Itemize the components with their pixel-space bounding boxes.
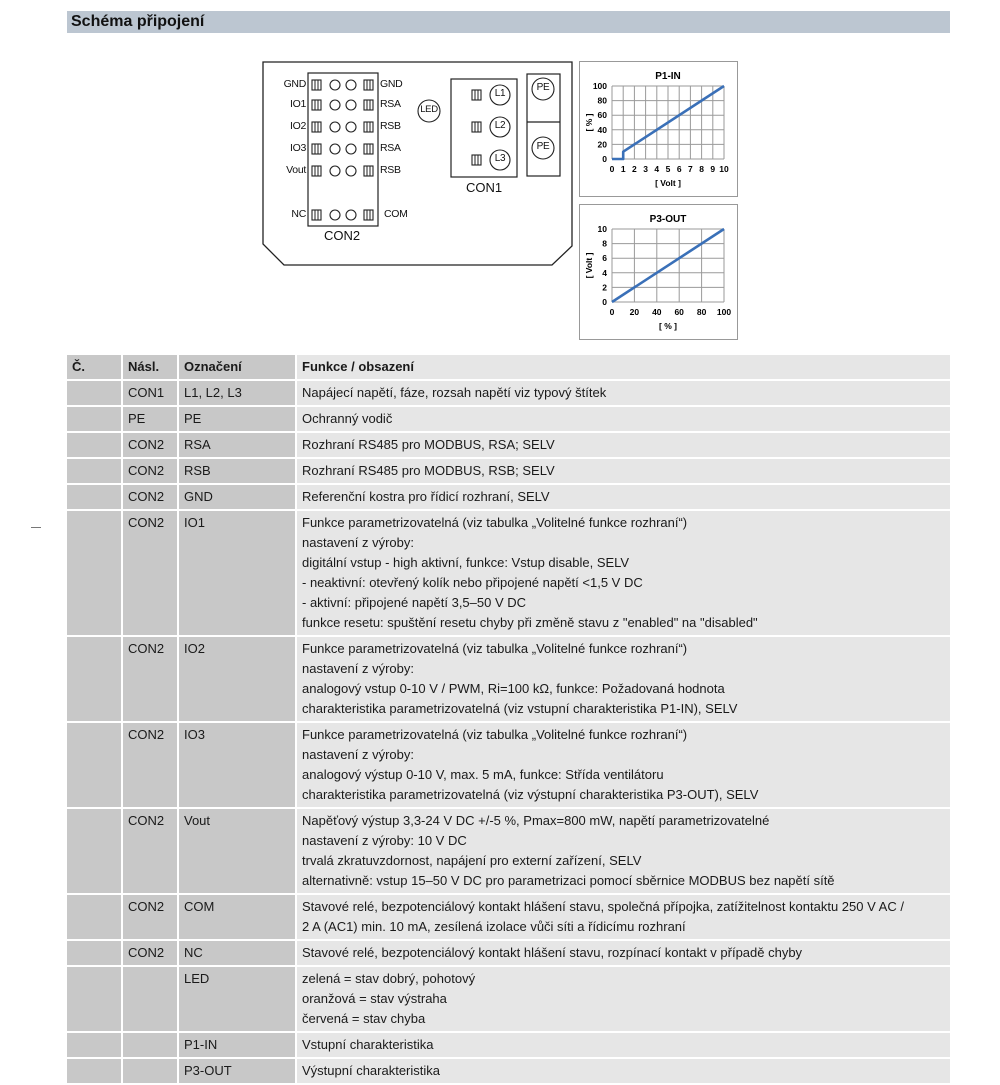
cell-function (297, 433, 950, 457)
con2-left-label: NC (291, 208, 306, 220)
cell-no (67, 1059, 121, 1083)
con2-screw-left (312, 100, 321, 110)
function-line: Referenční kostra pro řídicí rozhraní, SELV (302, 489, 550, 504)
header-connector: Násl. (123, 355, 177, 379)
function-line: Stavové relé, bezpotenciálový kontakt hlášení stavu, rozpínací kontakt v případě chyby (302, 945, 803, 960)
p1-in-xtick-label: 3 (643, 164, 648, 174)
table-row (67, 433, 950, 457)
p3-out-ytick-label: 8 (602, 238, 607, 249)
con2-pin (330, 80, 340, 90)
cell-designation: IO2 (179, 637, 295, 721)
con2-screw-right (364, 100, 373, 110)
cell-designation: RSA (179, 433, 295, 457)
cell-no (67, 895, 121, 939)
function-line: Ochranný vodič (302, 411, 393, 426)
cell-no (67, 485, 121, 509)
cell-connector (123, 1033, 177, 1057)
p3-out-ytick-label: 0 (602, 297, 607, 307)
table-row (67, 967, 950, 1031)
con2-pin (346, 166, 356, 176)
board-outline (262, 61, 573, 267)
function-line: nastavení z výroby: (302, 535, 414, 550)
con2-pin (330, 166, 340, 176)
con2-left-label: Vout (286, 164, 306, 176)
p3-out-xtick-label: 0 (609, 307, 615, 317)
con2-left-label: IO1 (289, 98, 306, 110)
chart-p3-out (579, 204, 738, 340)
cell-designation: RSB (179, 459, 295, 483)
con2-screw-left (312, 122, 321, 132)
p1-in-xtick-label: 4 (654, 164, 660, 174)
con2-right-label: RSA (380, 98, 401, 110)
p1-in-ytick-label: 0 (602, 154, 607, 164)
connection-diagram (262, 61, 573, 267)
con2-pin (330, 122, 340, 132)
p1-in-xtick-label: 8 (699, 164, 704, 174)
p3-out-series-line (612, 229, 724, 302)
p3-out-xtick-label: 40 (652, 307, 662, 317)
pe-terminal-label: PE (536, 141, 550, 152)
cell-function (297, 511, 950, 635)
p3-out-xtick-label: 60 (674, 307, 684, 317)
function-line: Napěťový výstup 3,3-24 V DC +/-5 %, Pmax=800 mW, napětí parametrizovatelné (302, 813, 770, 828)
cell-designation: PE (179, 407, 295, 431)
cell-function (297, 809, 950, 893)
function-line: zelená = stav dobrý, pohotový (302, 971, 476, 986)
table-row (67, 407, 950, 431)
con2-pin (346, 80, 356, 90)
cell-connector: CON1 (123, 381, 177, 405)
con2-screw-right (364, 210, 373, 220)
margin-mark (31, 527, 41, 528)
con2-name: CON2 (324, 228, 361, 243)
con2-screw-left (312, 166, 321, 176)
con2-screw-left (312, 210, 321, 220)
cell-no (67, 723, 121, 807)
function-line: - neaktivní: otevřený kolík nebo připojené napětí <1,5 V DC (302, 575, 643, 590)
p3-out-title: P3-OUT (649, 214, 687, 225)
con2-left-label: IO2 (289, 120, 306, 132)
p3-out-ytick-label: 2 (602, 282, 607, 293)
p1-in-ytick-label: 60 (597, 110, 607, 121)
con1-screw (472, 90, 481, 100)
p1-in-xlabel: [ Volt ] (655, 178, 681, 188)
con2-screw-right (364, 144, 373, 154)
function-line: nastavení z výroby: 10 V DC (302, 833, 467, 848)
p3-out-xlabel: [ % ] (659, 321, 677, 331)
p1-in-xtick-label: 1 (620, 164, 626, 174)
function-line: Rozhraní RS485 pro MODBUS, RSB; SELV (302, 463, 555, 478)
table-row (67, 459, 950, 483)
cell-designation: GND (179, 485, 295, 509)
cell-no (67, 381, 121, 405)
con1-screw (472, 122, 481, 132)
section-header (67, 11, 950, 33)
function-line: nastavení z výroby: (302, 661, 414, 676)
function-line: Napájecí napětí, fáze, rozsah napětí viz typový štítek (302, 385, 607, 400)
cell-function (297, 895, 950, 939)
cell-function (297, 941, 950, 965)
cell-connector: CON2 (123, 895, 177, 939)
cell-no (67, 433, 121, 457)
p3-out-xtick-label: 80 (696, 307, 707, 317)
function-line: Funkce parametrizovatelná (viz tabulka „Volitelné funkce rozhraní“) (302, 727, 688, 742)
cell-function (297, 1033, 950, 1057)
cell-function (297, 723, 950, 807)
cell-connector: CON2 (123, 637, 177, 721)
header-no: Č. (67, 355, 121, 379)
cell-no (67, 1033, 121, 1057)
cell-function (297, 407, 950, 431)
table-row (67, 1033, 950, 1057)
cell-connector: CON2 (123, 941, 177, 965)
function-line: Funkce parametrizovatelná (viz tabulka „Volitelné funkce rozhraní“) (302, 515, 688, 530)
p1-in-xtick-label: 6 (676, 164, 682, 174)
con1-screw (472, 155, 481, 165)
cell-connector: CON2 (123, 809, 177, 893)
cell-connector (123, 1059, 177, 1083)
function-line: digitální vstup - high aktivní, funkce: Vstup disable, SELV (302, 555, 630, 570)
function-line: Funkce parametrizovatelná (viz tabulka „Volitelné funkce rozhraní“) (302, 641, 688, 656)
function-line: - aktivní: připojené napětí 3,5–50 V DC (302, 595, 527, 610)
p1-in-ytick-label: 80 (597, 95, 607, 106)
cell-connector: PE (123, 407, 177, 431)
chart-p3-out-svg (580, 205, 737, 339)
cell-function (297, 485, 950, 509)
cell-designation: IO1 (179, 511, 295, 635)
con2-pin (346, 144, 356, 154)
chart-p1-in (579, 61, 738, 197)
function-line: Rozhraní RS485 pro MODBUS, RSA; SELV (302, 437, 555, 452)
cell-function (297, 967, 950, 1031)
cell-connector (123, 967, 177, 1031)
cell-designation: IO3 (179, 723, 295, 807)
function-line: červená = stav chyba (302, 1011, 426, 1026)
cell-connector: CON2 (123, 511, 177, 635)
con2-pin (330, 144, 340, 154)
p3-out-ytick-label: 10 (597, 224, 607, 234)
con2-pin (330, 100, 340, 110)
cell-function (297, 637, 950, 721)
con1-terminal-label: L1 (494, 88, 506, 99)
cell-designation: P1-IN (179, 1033, 295, 1057)
con2-screw-right (364, 122, 373, 132)
chart-p1-in-svg (580, 62, 737, 196)
con2-screw-left (312, 80, 321, 90)
function-line: trvalá zkratuvzdornost, napájení pro externí zařízení, SELV (302, 853, 642, 868)
p3-out-xtick-label: 20 (629, 307, 640, 317)
table-row (67, 723, 950, 807)
cell-designation: Vout (179, 809, 295, 893)
table-row (67, 485, 950, 509)
function-line: oranžová = stav výstraha (302, 991, 447, 1006)
header-function: Funkce / obsazení (297, 355, 950, 379)
cell-no (67, 459, 121, 483)
cell-no (67, 637, 121, 721)
function-line: charakteristika parametrizovatelná (viz vstupní charakteristika P1-IN), SELV (302, 701, 738, 716)
table-row (67, 1059, 950, 1083)
cell-connector: CON2 (123, 723, 177, 807)
cell-no (67, 967, 121, 1031)
p1-in-ytick-label: 40 (597, 124, 607, 135)
con1-terminal-label: L2 (494, 120, 506, 131)
con2-left-label: IO3 (289, 142, 306, 154)
p3-out-ytick-label: 6 (602, 253, 607, 264)
con2-pin (346, 210, 356, 220)
p1-in-xtick-label: 10 (719, 164, 729, 174)
cell-function (297, 1059, 950, 1083)
cell-designation: L1, L2, L3 (179, 381, 295, 405)
cell-designation: LED (179, 967, 295, 1031)
con2-pin (346, 122, 356, 132)
function-line: Výstupní charakteristika (302, 1063, 441, 1078)
function-line: 2 A (AC1) min. 10 mA, zesílená izolace vůči síti a řídicímu rozhraní (302, 919, 686, 934)
function-line: analogový výstup 0-10 V, max. 5 mA, funkce: Střída ventilátoru (302, 767, 664, 782)
p1-in-ylabel: [ % ] (584, 113, 594, 132)
p3-out-ylabel: [ Volt ] (584, 252, 594, 279)
con2-right-label: RSA (380, 142, 401, 154)
con2-pin (346, 100, 356, 110)
pe-terminal-label: PE (536, 82, 550, 93)
cell-connector: CON2 (123, 433, 177, 457)
p1-in-xtick-label: 5 (665, 164, 671, 174)
cell-no (67, 809, 121, 893)
function-line: nastavení z výroby: (302, 747, 414, 762)
cell-no (67, 941, 121, 965)
p1-in-xtick-label: 2 (632, 164, 637, 174)
con2-screw-left (312, 144, 321, 154)
con2-right-label: COM (384, 208, 408, 220)
p1-in-xtick-label: 9 (710, 164, 716, 174)
p1-in-ytick-label: 100 (592, 81, 607, 91)
con1-name: CON1 (466, 180, 503, 195)
p1-in-xtick-label: 0 (609, 164, 615, 174)
con1-terminal-label: L3 (494, 153, 506, 164)
p1-in-title: P1-IN (655, 71, 681, 82)
table-row (67, 895, 950, 939)
function-line: charakteristika parametrizovatelná (viz výstupní charakteristika P3-OUT), SELV (302, 787, 759, 802)
pin-assignment-table (67, 355, 950, 1085)
cell-no (67, 407, 121, 431)
cell-designation: NC (179, 941, 295, 965)
section-title: Schéma připojení (71, 13, 205, 30)
p1-in-ytick-label: 20 (597, 139, 607, 150)
table-row (67, 511, 950, 635)
table-row (67, 637, 950, 721)
cell-no (67, 511, 121, 635)
table-row (67, 381, 950, 405)
con2-left-label: GND (283, 78, 306, 90)
con2-right-label: RSB (380, 120, 401, 132)
table-header-row (67, 355, 950, 379)
con2-pin (330, 210, 340, 220)
table-row (67, 809, 950, 893)
con2-right-label: RSB (380, 164, 401, 176)
cell-designation: COM (179, 895, 295, 939)
table-row (67, 941, 950, 965)
cell-connector: CON2 (123, 459, 177, 483)
function-line: alternativně: vstup 15–50 V DC pro parametrizaci pomocí sběrnice MODBUS bez napětí sítě (302, 873, 835, 888)
function-line: Vstupní charakteristika (302, 1037, 434, 1052)
cell-function (297, 381, 950, 405)
p1-in-xtick-label: 7 (688, 164, 693, 174)
p3-out-ytick-label: 4 (602, 267, 607, 278)
led-label: LED (420, 104, 438, 115)
function-line: funkce resetu: spuštění resetu chyby při změně stavu z "enabled" na "disabled" (302, 615, 758, 630)
function-line: analogový vstup 0-10 V / PWM, Ri=100 kΩ, funkce: Požadovaná hodnota (302, 681, 725, 696)
con2-right-label: GND (380, 78, 403, 90)
function-line: Stavové relé, bezpotenciálový kontakt hlášení stavu, společná přípojka, zatížitelnost kontaktu 250 V AC / (302, 899, 904, 914)
cell-designation: P3-OUT (179, 1059, 295, 1083)
cell-connector: CON2 (123, 485, 177, 509)
header-designation: Označení (179, 355, 295, 379)
con2-screw-right (364, 166, 373, 176)
con2-screw-right (364, 80, 373, 90)
p3-out-xtick-label: 100 (716, 307, 732, 317)
cell-function (297, 459, 950, 483)
